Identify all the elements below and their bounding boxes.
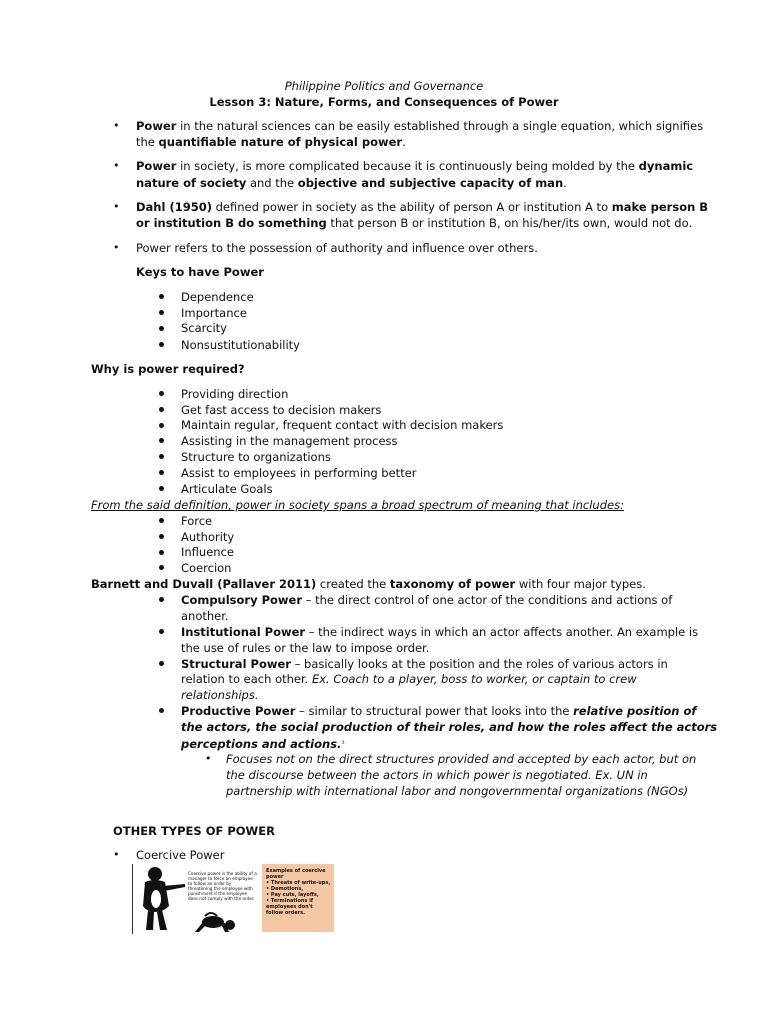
bullet-dot-icon bbox=[159, 597, 164, 602]
why-item: Articulate Goals bbox=[181, 482, 273, 496]
bullet-dot-icon bbox=[159, 342, 164, 347]
compulsory-power-line-2: another. bbox=[181, 609, 229, 623]
why-item: Providing direction bbox=[181, 387, 289, 401]
productive-power-line-2: the actors, the social production of their roles, and how the roles affect the actors bbox=[181, 720, 718, 734]
bullet-dot-icon bbox=[159, 294, 164, 299]
structural-power-line-2: relation to each other. Ex. Coach to a player, boss to worker, or captain to crew bbox=[181, 672, 637, 686]
bullet-icon: • bbox=[113, 241, 120, 254]
keys-item: Importance bbox=[181, 306, 247, 320]
intro-bullet-1-line-2: the quantifiable nature of physical power. bbox=[136, 135, 406, 149]
figure-illustration-panel bbox=[132, 864, 261, 934]
why-heading: Why is power required? bbox=[91, 362, 245, 376]
bullet-dot-icon bbox=[159, 326, 164, 331]
keys-item: Dependence bbox=[181, 290, 254, 304]
bullet-dot-icon bbox=[159, 310, 164, 315]
lesson-title: Lesson 3: Nature, Forms, and Consequences of Power bbox=[209, 95, 559, 109]
bullet-dot-icon bbox=[159, 470, 164, 475]
spectrum-item: Coercion bbox=[181, 561, 232, 575]
other-types-heading: OTHER TYPES OF POWER bbox=[113, 824, 275, 838]
bullet-dot-icon bbox=[159, 550, 164, 555]
bullet-dot-icon bbox=[159, 438, 164, 443]
bullet-icon: • bbox=[113, 200, 120, 213]
intro-bullet-1-line-1: Power in the natural sciences can be easily established through a single equation, which signifies bbox=[136, 119, 704, 133]
institutional-power-line-2: the use of rules or the law to impose order. bbox=[181, 641, 430, 655]
productive-sub-line-3: partnership with international labor and nongovernmental organizations (NGOs) bbox=[226, 784, 689, 798]
keys-item: Scarcity bbox=[181, 321, 227, 335]
spectrum-heading: From the said definition, power in society spans a broad spectrum of meaning that includes: bbox=[91, 498, 624, 512]
bullet-dot-icon bbox=[159, 629, 164, 634]
productive-power-line-1: Productive Power – similar to structural power that looks into the relative position of bbox=[181, 704, 697, 718]
bullet-dot-icon bbox=[159, 518, 164, 523]
course-title: Philippine Politics and Governance bbox=[284, 79, 484, 93]
coercive-power-item: Coercive Power bbox=[136, 848, 225, 862]
productive-sub-line-2: the discourse between the actors in which power is negotiated. Ex. UN in bbox=[226, 768, 648, 782]
why-item: Assist to employees in performing better bbox=[181, 466, 417, 480]
bullet-icon: • bbox=[113, 119, 120, 132]
bullet-dot-icon bbox=[159, 661, 164, 666]
structural-power-line-1: Structural Power – basically looks at the position and the roles of various actors in bbox=[181, 657, 668, 671]
spectrum-item: Authority bbox=[181, 530, 235, 544]
keys-heading: Keys to have Power bbox=[136, 265, 264, 279]
bullet-dot-icon bbox=[159, 534, 164, 539]
compulsory-power-line-1: Compulsory Power – the direct control of one actor of the conditions and actions of bbox=[181, 593, 673, 607]
intro-bullet-2-line-2: nature of society and the objective and subjective capacity of man. bbox=[136, 176, 567, 190]
bullet-dot-icon bbox=[159, 486, 164, 491]
why-item: Get fast access to decision makers bbox=[181, 403, 382, 417]
coercive-power-figure bbox=[132, 864, 334, 934]
intro-bullet-4: Power refers to the possession of authority and influence over others. bbox=[136, 241, 538, 255]
intro-bullet-2-line-1: Power in society, is more complicated because it is continuously being molded by the dynamic bbox=[136, 159, 694, 173]
bullet-icon: • bbox=[113, 848, 120, 861]
figure-examples-text: Examples of coercive power • Threats of write-ups, • Demotions, • Pay cuts, layoffs, • Terminations if employees don't follow orders. bbox=[266, 868, 331, 916]
bullet-icon: • bbox=[113, 159, 120, 172]
bullet-dot-icon bbox=[159, 708, 164, 713]
structural-power-line-3: relationships. bbox=[181, 688, 259, 702]
taxonomy-intro: Barnett and Duvall (Pallaver 2011) created the taxonomy of power with four major types. bbox=[91, 577, 646, 591]
institutional-power-line-1: Institutional Power – the indirect ways in which an actor affects another. An example is bbox=[181, 625, 699, 639]
figure-examples-panel bbox=[262, 864, 334, 932]
bullet-dot-icon bbox=[159, 565, 164, 570]
why-item: Maintain regular, frequent contact with decision makers bbox=[181, 418, 504, 432]
bullet-dot-icon bbox=[159, 454, 164, 459]
figure-left-text: Coercive power is the ability of a manager to force an employee to follow an order by threatening the employee with punishment if the employee does not comply with the order. bbox=[188, 871, 257, 901]
bullet-dot-icon bbox=[159, 423, 164, 428]
keys-item: Nonsustitutionability bbox=[181, 338, 300, 352]
spectrum-item: Influence bbox=[181, 545, 234, 559]
bullet-dot-icon bbox=[159, 391, 164, 396]
bullet-dot-icon bbox=[159, 407, 164, 412]
why-item: Assisting in the management process bbox=[181, 434, 398, 448]
intro-bullet-3-line-1: Dahl (1950) defined power in society as the ability of person A or institution A to make person B bbox=[136, 200, 709, 214]
bullet-icon: • bbox=[205, 752, 212, 765]
why-item: Structure to organizations bbox=[181, 450, 331, 464]
spectrum-item: Force bbox=[181, 514, 213, 528]
intro-bullet-3-line-2: or institution B do something that person B or institution B, on his/her/its own, would not do. bbox=[136, 216, 693, 230]
productive-power-line-3: perceptions and actions.$^{^1}$ bbox=[181, 737, 345, 751]
productive-sub-line-1: Focuses not on the direct structures provided and accepted by each actor, but on bbox=[226, 752, 697, 766]
